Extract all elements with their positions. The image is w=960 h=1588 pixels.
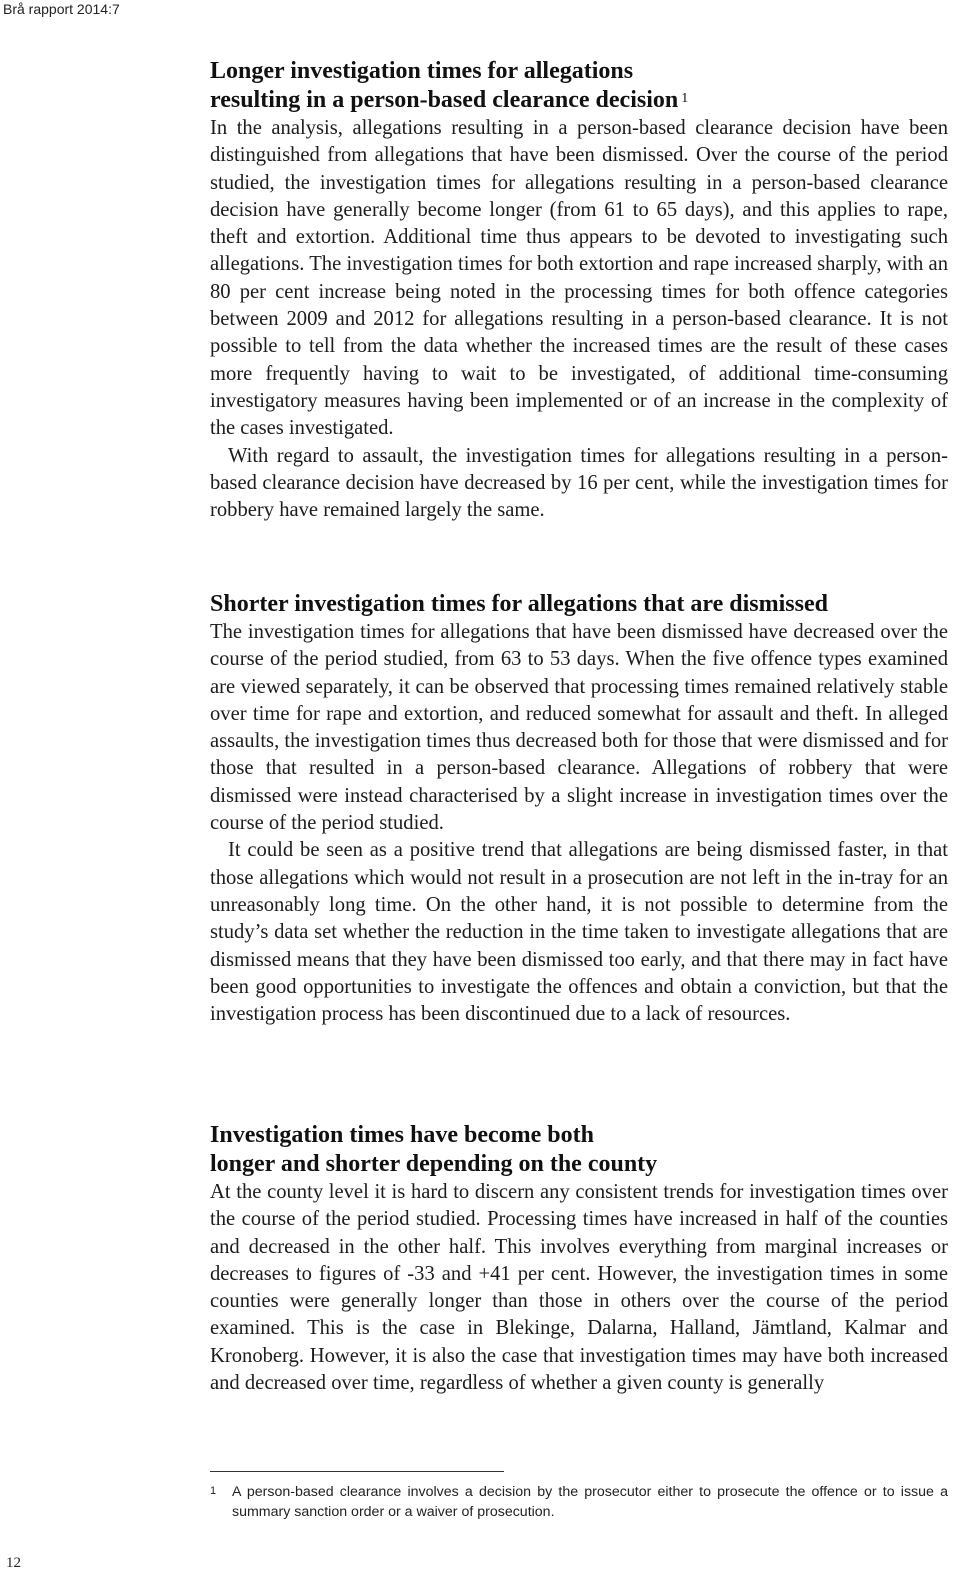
paragraph: The investigation times for allegations that have been dismissed have decreased over the course of the period studied, from 63 to 53 days. When the five offence types examined are viewed separately, it can be observed that processing times remained relatively stable over time for rape and extortion, and reduced somewhat for assault and theft. In alleged assaults, the investigation times thus decreased both for those that were dismissed and for those that resulted in a person-based clearance. Allegations of robbery that were dismissed were instead characterised by a slight increase in investigation times over the course of the period studied. [210, 621, 948, 835]
section-longer-times [210, 57, 948, 524]
footnote-mark: 1 [210, 1485, 217, 1497]
paragraph: It could be seen as a positive trend that allegations are being dismissed faster, in that those allegations which would not result in a prosecution are not left in the in-tray for an unreasonably long time. On the other hand, it is not possible to determine from the study’s data set whether the reduction in the time taken to investigate allegations that are dismissed means that they have been dismissed too early, and that there may in fact have been good opportunities to investigate the offences and obtain a conviction, but that the investigation process has been discontinued due to a lack of resources. [210, 839, 948, 1026]
paragraph: In the analysis, allegations resulting in a person-based clearance decision have been distinguished from allegations that have been dismissed. Over the course of the period studied, the investigation times for allegations resulting in a person-based clearance decision have generally become longer (from 61 to 65 days), and this applies to rape, theft and extortion. Additional time thus appears to be devoted to investigating such allegations. The investigation times for both extortion and rape increased sharply, with an 80 per cent increase being noted in the processing times for both offence categories between 2009 and 2012 for allegations resulting in a person-based clearance. It is not possible to tell from the data whether the increased times are the result of these cases more frequently having to wait to be investigated, of additional time-consuming investigatory measures having been implemented or of an increase in the complexity of the cases investigated. [210, 117, 948, 440]
paragraph: At the county level it is hard to discern any consistent trends for investigation times over the course of the period studied. Processing times have increased in half of the counties and decreased in the other half. This involves everything from marginal increases or decreases to figures of -33 and +41 per cent. However, the investigation times in some counties were generally longer than those in others over the course of the period examined. This is the case in Blekinge, Dalarna, Halland, Jämtland, Kalmar and Kronoberg. However, it is also the case that investigation times may have both increased and decreased over time, regardless of whether a given county is generally [210, 1181, 948, 1395]
section-heading [210, 590, 948, 619]
footnote [210, 1482, 948, 1522]
heading-line: longer and shorter depending on the county [210, 1151, 658, 1177]
section-shorter-times [210, 590, 948, 1028]
heading-line: Investigation times have become both [210, 1122, 594, 1148]
heading-line: Longer investigation times for allegations [210, 58, 634, 84]
page-number: 12 [6, 1555, 21, 1571]
heading-line: resulting in a person-based clearance decision [210, 87, 679, 113]
paragraph: With regard to assault, the investigation times for allegations resulting in a person-based clearance decision have decreased by 16 per cent, while the investigation times for robbery have remained largely the same. [210, 444, 948, 522]
section-heading [210, 57, 948, 115]
heading-line: Shorter investigation times for allegations that are dismissed [210, 591, 828, 617]
running-head: Brå rapport 2014:7 [3, 1, 120, 17]
section-county-times [210, 1121, 948, 1397]
footnote-text: A person-based clearance involves a decision by the prosecutor either to prosecute the offence or to issue a summary sanction order or a waiver of prosecution. [232, 1484, 948, 1520]
footnote-reference: 1 [681, 91, 689, 106]
section-heading [210, 1121, 948, 1179]
footnote-divider [210, 1471, 504, 1472]
